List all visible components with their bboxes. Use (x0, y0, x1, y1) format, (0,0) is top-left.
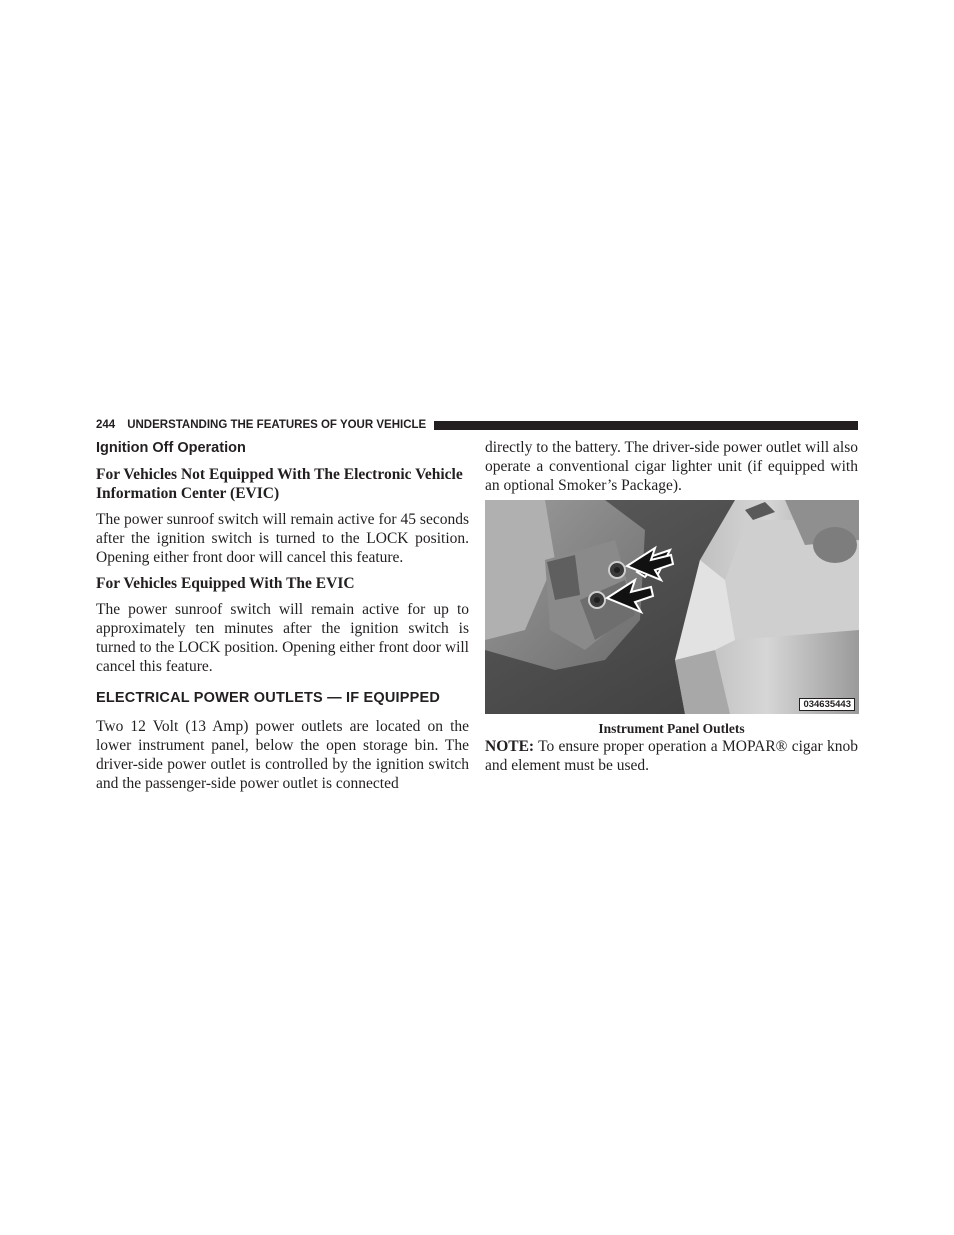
figure-caption: Instrument Panel Outlets (598, 721, 745, 736)
subheading-evic: For Vehicles Equipped With The EVIC (96, 575, 355, 592)
paragraph-evic: The power sunroof switch will remain active for up to approximately ten minutes after the ignition switch is turned to the LOCK position. Opening either front door will cancel this feature. (96, 601, 469, 675)
right-column (485, 438, 858, 775)
paragraph-no-evic: The power sunroof switch will remain active for 45 seconds after the ignition switch is turned to the LOCK position. Opening either front door will cancel this feature. (96, 511, 469, 566)
note-label: NOTE: (485, 738, 535, 755)
paragraph-power-outlets: Two 12 Volt (13 Amp) power outlets are located on the lower instrument panel, below the open storage bin. The driver-side power outlet is controlled by the ignition switch and the passenger-side power outlet is connected (96, 718, 469, 792)
instrument-panel-illustration (485, 500, 859, 714)
subheading-no-evic: For Vehicles Not Equipped With The Electronic Vehicle Information Center (EVIC) (96, 466, 463, 502)
running-title: UNDERSTANDING THE FEATURES OF YOUR VEHICLE (127, 419, 427, 431)
note-text: To ensure proper operation a MOPAR® cigar knob and element must be used. (485, 738, 858, 774)
left-column (96, 438, 469, 793)
heading-ignition-off: Ignition Off Operation (96, 440, 246, 456)
page-number: 244 (96, 419, 116, 431)
header-rule (434, 421, 858, 430)
paragraph-continued: directly to the battery. The driver-side power outlet will also operate a conventional cigar lighter unit (if equipped with an optional Smoker’s Package). (485, 439, 858, 494)
figure-code: 034635443 (799, 698, 855, 711)
page-header (96, 418, 858, 432)
section-title-power-outlets: ELECTRICAL POWER OUTLETS — IF EQUIPPED (96, 690, 441, 706)
note-paragraph (485, 737, 858, 775)
instrument-panel-photo (485, 500, 859, 714)
